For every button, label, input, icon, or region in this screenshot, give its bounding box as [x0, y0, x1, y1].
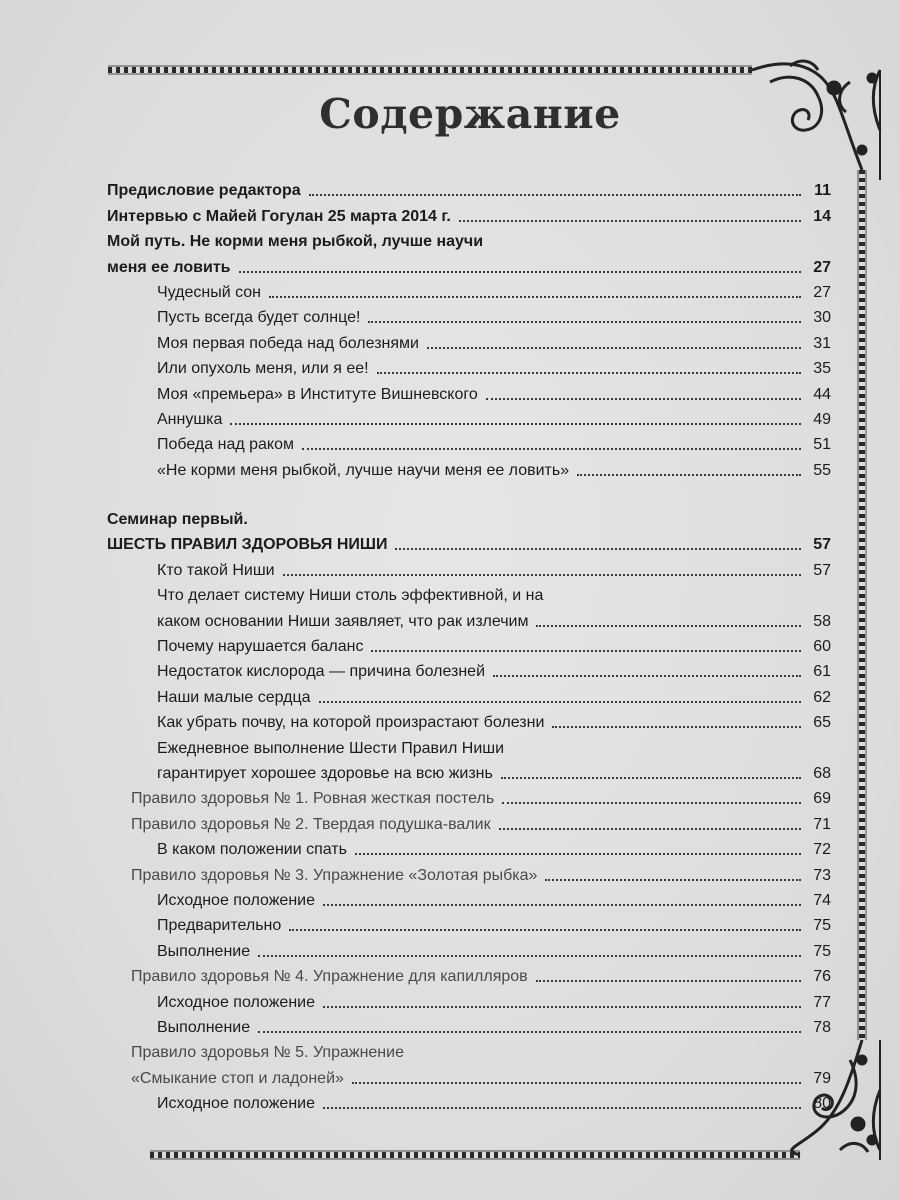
toc-entry-page: 57: [813, 536, 831, 554]
toc-entry-page: 44: [813, 385, 831, 403]
dot-leader: [289, 929, 801, 931]
dot-leader: [269, 296, 801, 298]
toc-entry: [107, 936, 831, 961]
toc-entry: [107, 379, 831, 404]
dot-leader: [319, 701, 801, 703]
toc-entry-page: 75: [813, 942, 831, 960]
dot-leader: [459, 220, 801, 222]
dot-leader: [536, 980, 801, 982]
dot-leader: [302, 448, 801, 450]
toc-entry-title: Исходное положение: [157, 993, 315, 1011]
toc-entry-page: 62: [813, 688, 831, 706]
toc-entry-title: Правило здоровья № 1. Ровная жесткая постель: [131, 790, 495, 808]
toc-entry-title: Кто такой Ниши: [157, 561, 275, 579]
dot-leader: [577, 474, 801, 476]
toc-entry: [107, 809, 831, 834]
toc-entry: [107, 530, 831, 555]
toc-entry: [107, 759, 831, 784]
toc-entry-title: Чудесный сон: [157, 283, 261, 301]
toc-entry-title: гарантирует хорошее здоровье на всю жизнь: [157, 764, 493, 782]
toc-entry: [107, 430, 831, 455]
toc-entry-page: 75: [813, 917, 831, 935]
toc-entry-line1: Правило здоровья № 5. Упражнение: [131, 1044, 404, 1062]
toc-entry-page: 76: [813, 968, 831, 986]
dot-leader: [323, 904, 801, 906]
toc-entry: [107, 708, 831, 733]
toc-entry-title: Как убрать почву, на которой произрастают болезни: [157, 714, 545, 732]
toc-entry-page: 60: [813, 638, 831, 656]
toc-entry-title: ШЕСТЬ ПРАВИЛ ЗДОРОВЬЯ НИШИ: [107, 536, 388, 554]
toc-entry-title: Моя первая победа над болезнями: [157, 334, 419, 352]
toc-entry: [107, 632, 831, 657]
toc-entry-title: Правило здоровья № 2. Твердая подушка-валик: [131, 815, 491, 833]
toc-entry-title: Моя «премьера» в Институте Вишневского: [157, 385, 478, 403]
toc-entry-page: 58: [813, 612, 831, 630]
dot-leader: [486, 398, 801, 400]
toc-entry-line1: Семинар первый.: [107, 511, 248, 529]
toc-entry-title: В каком положении спать: [157, 841, 347, 859]
toc-entry-title: Исходное положение: [157, 1095, 315, 1113]
dot-leader: [283, 574, 801, 576]
toc-entry-line1: Что делает систему Ниши столь эффективной, и на: [157, 587, 544, 605]
toc-entry-page: 30: [813, 309, 831, 327]
dot-leader: [352, 1082, 801, 1084]
dot-leader: [355, 853, 801, 855]
toc-entry-page: 79: [813, 1069, 831, 1087]
dot-leader: [545, 879, 801, 881]
toc-entry-title: Почему нарушается баланс: [157, 638, 364, 656]
toc-entry: [107, 303, 831, 328]
toc-entry: [107, 987, 831, 1012]
toc-entry-title: Недостаток кислорода — причина болезней: [157, 663, 485, 681]
toc-entry-title: Аннушка: [157, 410, 223, 428]
toc-entry: [107, 784, 831, 809]
dot-leader: [323, 1107, 801, 1109]
toc-entry-title: Правило здоровья № 3. Упражнение «Золотая рыбка»: [131, 866, 538, 884]
dot-leader: [395, 548, 801, 550]
section-gap: [107, 481, 831, 505]
toc-entry: [107, 682, 831, 707]
toc-entry: [107, 1013, 831, 1038]
toc-entry-page: 74: [813, 891, 831, 909]
toc-entry-page: 80: [813, 1095, 831, 1113]
toc-entry-title: меня ее ловить: [107, 258, 231, 276]
toc-entry-title: Интервью с Майей Гогулан 25 марта 2014 г.: [107, 207, 451, 225]
dot-leader: [230, 423, 801, 425]
toc-entry-page: 14: [813, 207, 831, 225]
toc-entry: [107, 1089, 831, 1114]
toc-entry-line1: Ежедневное выполнение Шести Правил Ниши: [157, 739, 505, 757]
toc-entry-title: Или опухоль меня, или я ее!: [157, 360, 369, 378]
toc-entry: [107, 176, 831, 201]
dot-leader: [323, 1006, 801, 1008]
toc-entry-page: 71: [813, 815, 831, 833]
dot-leader: [368, 321, 801, 323]
dot-leader: [309, 194, 801, 196]
dot-leader: [258, 1031, 801, 1033]
page-title: Содержание: [319, 90, 621, 138]
dot-leader: [501, 777, 801, 779]
dot-leader: [377, 372, 801, 374]
toc-entry-page: 72: [813, 841, 831, 859]
dot-leader: [239, 271, 802, 273]
toc-entry: [107, 354, 831, 379]
dot-leader: [499, 828, 801, 830]
dot-leader: [493, 675, 801, 677]
toc-entry-page: 61: [813, 663, 831, 681]
toc-entry: [107, 606, 831, 631]
toc-entry-title: Правило здоровья № 4. Упражнение для капилляров: [131, 968, 528, 986]
toc-entry-title: Исходное положение: [157, 891, 315, 909]
toc-entry-title: Победа над раком: [157, 436, 294, 454]
dot-leader: [371, 650, 801, 652]
toc-entry-title: «Не корми меня рыбкой, лучше научи меня ее ловить»: [157, 461, 570, 479]
toc-entry: [107, 1063, 831, 1088]
toc-entry-page: 27: [813, 283, 831, 301]
toc-entry: [107, 252, 831, 277]
toc-entry-title: Предисловие редактора: [107, 182, 301, 200]
toc-entry: [107, 911, 831, 936]
toc-entry-title: Выполнение: [157, 942, 251, 960]
toc-entry-page: 49: [813, 410, 831, 428]
toc-entry-page: 65: [813, 714, 831, 732]
toc-entry-page: 78: [813, 1018, 831, 1036]
toc-entry-page: 35: [813, 360, 831, 378]
toc-entry: [107, 405, 831, 430]
toc-entry: [107, 835, 831, 860]
toc-entry-page: 51: [813, 436, 831, 454]
toc-entry-page: 73: [813, 866, 831, 884]
toc-entry-title: «Смыкание стоп и ладоней»: [131, 1069, 344, 1087]
toc-entry-page: 31: [813, 334, 831, 352]
toc-entry-title: Выполнение: [157, 1018, 251, 1036]
toc-entry: [107, 860, 831, 885]
toc-entry: [107, 455, 831, 480]
dot-leader: [536, 625, 801, 627]
dot-leader: [258, 955, 801, 957]
toc-entry-line1: Мой путь. Не корми меня рыбкой, лучше научи: [107, 233, 484, 251]
toc-entry: [107, 886, 831, 911]
table-of-contents: [107, 176, 831, 1114]
dot-leader: [502, 802, 801, 804]
toc-entry-title: Предварительно: [157, 917, 282, 935]
toc-entry-page: 77: [813, 993, 831, 1011]
dot-leader: [427, 347, 801, 349]
toc-entry-title: Наши малые сердца: [157, 688, 311, 706]
toc-entry-title: каком основании Ниши заявляет, что рак излечим: [157, 612, 529, 630]
toc-entry-page: 57: [813, 561, 831, 579]
toc-entry: [107, 555, 831, 580]
toc-entry: [107, 962, 831, 987]
toc-entry-page: 27: [813, 258, 831, 276]
toc-entry: [107, 278, 831, 303]
toc-entry-title: Пусть всегда будет солнце!: [157, 309, 361, 327]
dot-leader: [552, 726, 801, 728]
toc-entry-page: 68: [813, 764, 831, 782]
toc-entry: [107, 328, 831, 353]
toc-entry: [107, 657, 831, 682]
toc-entry: [107, 201, 831, 226]
toc-entry-page: 55: [813, 461, 831, 479]
toc-entry-page: 69: [813, 790, 831, 808]
toc-entry-page: 11: [814, 182, 831, 200]
